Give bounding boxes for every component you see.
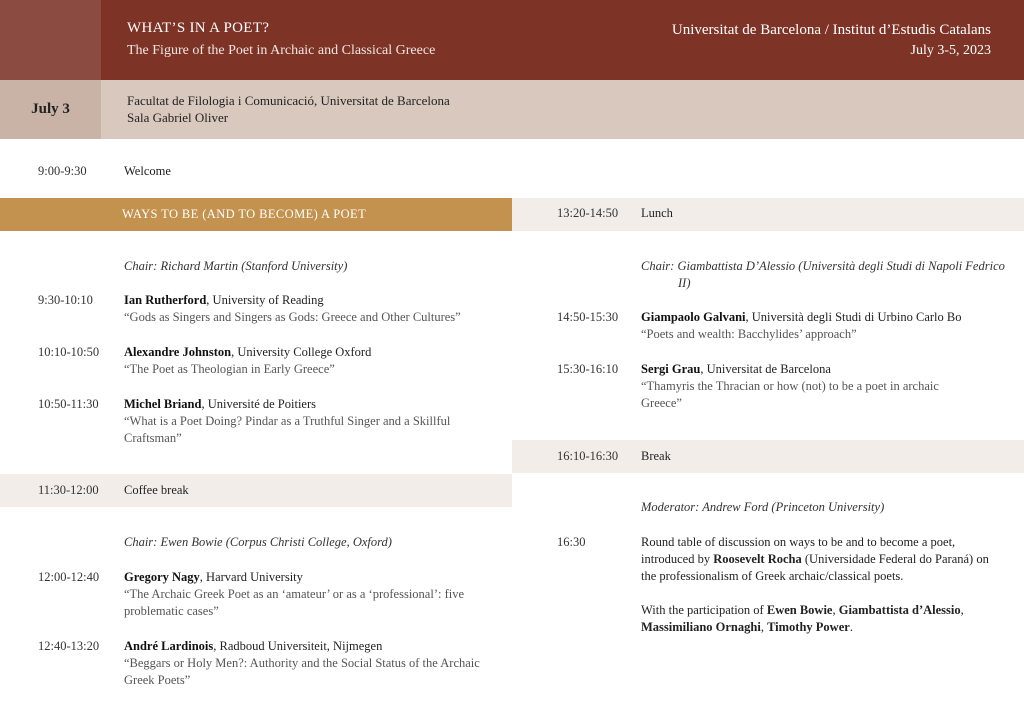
event-title: WHAT’S IN A POET? [127,20,270,36]
talk-time: 10:10-10:50 [38,345,100,359]
coffee-label: Coffee break [124,483,189,497]
header-accent-block [0,0,101,80]
talk-title: “The Archaic Greek Poet as an ‘amateur’ or as a ‘professional’: five problematic cases” [124,587,465,618]
talk-speaker-line [124,570,303,585]
roundtable-intro: Round table of discussion on ways to be and to become a poet, introduced by [641,535,956,566]
speaker-affiliation: , University College Oxford [231,345,372,359]
participation-intro: With the participation of [641,603,767,617]
talk-title: “Beggars or Holy Men?: Authority and the Social Status of the Archaic Greek Poets” [124,656,480,687]
talk-time: 14:50-15:30 [557,310,619,324]
period: . [849,620,853,634]
break-label: Break [641,449,671,463]
talk-time: 10:50-11:30 [38,397,99,411]
speaker-affiliation: , Radboud Universiteit, Nijmegen [213,639,383,653]
roundtable-topic: (Universidade Federal do Paraná) on the professionalism of Greek archaic/classical poets. [641,552,989,583]
chair-session-1: Chair: Richard Martin (Stanford University) [124,259,348,273]
roundtable-time: 16:30 [557,535,586,549]
chair-session-2: Chair: Ewen Bowie (Corpus Christi College, Oxford) [124,535,392,549]
speaker-affiliation: , University of Reading [206,293,324,307]
talk-title: “Gods as Singers and Singers as Gods: Greece and Other Cultures” [124,310,461,324]
speaker-name: Michel Briand [124,397,202,411]
talk-time: 12:40-13:20 [38,639,100,653]
participants-line [641,602,1006,636]
coffee-time: 11:30-12:00 [38,483,99,497]
talk-time: 12:00-12:40 [38,570,100,584]
speaker-name: Sergi Grau [641,362,701,376]
talk-speaker-line [641,362,831,377]
talk-title: “The Poet as Theologian in Early Greece” [124,362,335,376]
separator: , [760,620,768,634]
talk-speaker-line [124,345,371,360]
speaker-name: Ian Rutherford [124,293,207,307]
speaker-affiliation: , Université de Poitiers [201,397,317,411]
institution: Universitat de Barcelona / Institut d’Estudis Catalans [671,22,991,38]
event-subtitle: The Figure of the Poet in Archaic and Classical Greece [127,43,436,58]
venue-line-2: Sala Gabriel Oliver [127,110,229,125]
break-time: 16:10-16:30 [557,449,619,463]
participant-name: Timothy Power [767,620,850,634]
venue-line-1: Facultat de Filologia i Comunicació, Universitat de Barcelona [127,93,450,108]
talk-time: 9:30-10:10 [38,293,93,307]
participant-name: Ewen Bowie [766,603,833,617]
separator: , [960,603,964,617]
event-dates: July 3-5, 2023 [910,43,991,58]
welcome-time: 9:00-9:30 [38,164,87,178]
talk-speaker-line [124,397,316,412]
talk-speaker-line [124,639,382,654]
roundtable-description [641,534,991,585]
talk-title: “Poets and wealth: Bacchylides’ approach” [641,327,857,341]
talk-title: “What is a Poet Doing? Pindar as a Truthful Singer and a Skillful Craftsman” [124,414,451,445]
day-label: July 3 [31,101,70,117]
talk-speaker-line [641,310,962,325]
participant-name: Massimiliano Ornaghi [641,620,761,634]
speaker-affiliation: , Università degli Studi di Urbino Carlo Bo [745,310,962,324]
talk-title: “Thamyris the Thracian or how (not) to be a poet in archaic Greece” [641,379,939,410]
lunch-time: 13:20-14:50 [557,206,619,220]
moderator: Moderator: Andrew Ford (Princeton University) [641,500,885,514]
header-banner [101,0,1024,80]
separator: , [832,603,839,617]
talk-time: 15:30-16:10 [557,362,619,376]
roundtable-speaker: Roosevelt Rocha [713,552,802,566]
participant-name: Giambattista d’Alessio [838,603,961,617]
lunch-label: Lunch [641,206,673,220]
speaker-name: André Lardinois [124,639,214,653]
speaker-name: Giampaolo Galvani [641,310,746,324]
speaker-affiliation: , Universitat de Barcelona [700,362,831,376]
chair-session-3: Chair: Giambattista D’Alessio (Università degli Studi di Napoli Fedrico II) [641,259,1005,290]
speaker-affiliation: , Harvard University [199,570,303,584]
section-title: WAYS TO BE (AND TO BECOME) A POET [122,207,367,221]
talk-speaker-line [124,293,324,308]
speaker-name: Gregory Nagy [124,570,200,584]
day-bar [101,80,1024,139]
speaker-name: Alexandre Johnston [124,345,232,359]
welcome-label: Welcome [124,164,171,178]
